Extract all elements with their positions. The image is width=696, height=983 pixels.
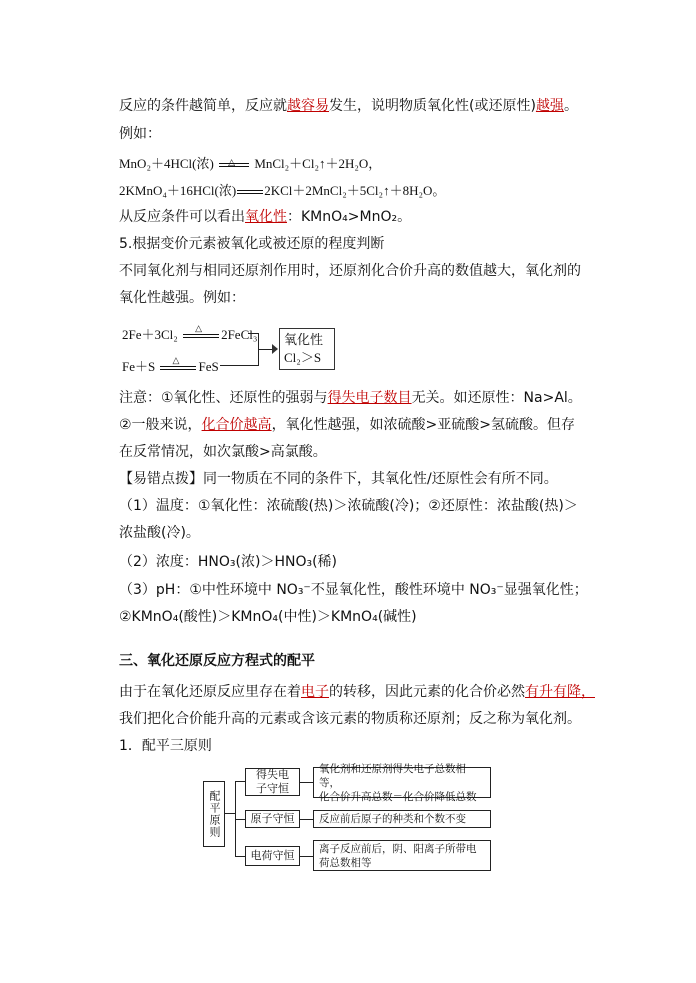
section-title: 三、氧化还原反应方程式的配平 [119,653,315,669]
highlight-text: 得失电子数目 [327,390,412,406]
highlight-text: 越强 [535,98,564,114]
products: FeS [198,359,219,374]
conclusion-box [279,328,335,370]
paragraph-text: 不同氧化剂与相同还原剂作用时，还原剂化合价升高的数值越大，氧化剂的 [119,263,581,279]
principle-electron [245,768,300,796]
heading-5: 5.根据变价元素被氧化或被还原的程度判断 [119,236,385,252]
heating-condition [183,323,219,343]
principle-electron-desc [313,762,491,803]
subheading: 1．配平三原则 [119,738,212,754]
box-line: Cl₂＞S [284,350,322,365]
paragraph-condition [119,96,578,116]
reaction-fe-s [122,356,219,375]
error-tip: 【易错点拨】同一物质在不同的条件下，其氧化性/还原性会有所不同。 [119,471,558,487]
equation-right: 2KCl＋2MnCl₂＋5Cl₂↑＋8H₂O。 [264,183,446,198]
arrow-icon [272,344,278,354]
principle-charge-desc [313,840,491,871]
equation-mno2 [119,154,381,174]
highlight-text: 越容易 [287,98,329,114]
note-1 [119,388,582,408]
text: 注意：①氧化性、还原性的强弱与 [119,390,328,406]
paragraph-text: 氧化性越强。例如： [119,290,245,306]
text: 无关。如还原性：Na>Al。 [411,390,582,406]
reactants: 2Fe＋3Cl₂ [122,327,178,342]
paragraph-text: 我们把化合价能升高的元素或含该元素的物质称还原剂；反之称为氧化剂。 [119,711,581,727]
triangle-icon: △ [195,323,202,334]
text: ，氧化性越强，如浓硫酸>亚硫酸>氢硫酸。但存 [271,417,576,433]
heating-condition [219,158,249,172]
tip-temperature-cont: 浓盐酸(冷)。 [119,525,200,541]
paragraph-conclusion [119,207,411,227]
principle-charge: 电荷守恒 [245,846,300,866]
highlight-text: 化合价越高 [201,417,272,433]
equation-right: MnCl₂＋Cl₂↑＋2H₂O， [254,156,382,171]
equation-kmno4 [119,181,445,201]
highlight-text: 电子 [301,684,329,700]
paragraph-text: 在反常情况，如次氯酸>高氯酸。 [119,444,327,460]
highlight-text: 有升有降， [525,684,595,700]
text: 发生，说明物质氧化性(或还原性) [329,98,536,114]
text: 从反应条件可以看出 [119,209,245,225]
diagram-root: 配平原则 [203,781,225,847]
equation-left: MnO₂＋4HCl(浓) [119,156,214,171]
box-line: 氧化性 [284,332,324,347]
products: 2FeCl₃ [221,327,258,342]
desc-line: 氧化剂和还原剂得失电子总数相等， [319,762,466,789]
text: ②一般来说， [119,417,202,433]
text: ：KMnO₄>MnO₂。 [287,209,412,225]
principle-name: 得失电子守恒 [256,768,289,795]
note-2 [119,415,575,435]
example-label: 例如： [119,126,161,142]
reactants: Fe＋S [122,359,156,374]
principle-atom-desc: 反应前后原子的种类和个数不变 [313,810,491,828]
tip-temperature: （1）温度：①氧化性：浓硫酸(热)＞浓硫酸(冷)；②还原性：浓盐酸(热)＞ [119,498,578,514]
principle-atom: 原子守恒 [245,810,300,828]
desc-line: 化合价升高总数＝化合价降低总数 [319,790,477,803]
equation-left: 2KMnO₄＋16HCl(浓) [119,183,237,198]
heating-condition [160,355,196,375]
reaction-fe-cl2 [122,324,257,343]
desc-line: 离子反应前后，阴、阳离子所带电 [319,842,477,855]
triangle-icon: △ [172,355,180,366]
text: 反应的条件越简单，反应就 [119,98,287,114]
text: 的转移，因此元素的化合价必然 [329,684,525,700]
triangle-icon: △ [228,157,235,168]
desc-line: 荷总数相等 [319,856,372,869]
text: 。 [563,98,578,114]
paragraph-balance [119,682,595,702]
equals-sign [237,190,263,194]
tip-ph: （3）pH：①中性环境中 NO₃⁻不显氧化性，酸性环境中 NO₃⁻显强氧化性； [119,582,588,598]
tip-ph-cont: ②KMnO₄(酸性)＞KMnO₄(中性)＞KMnO₄(碱性) [119,609,417,625]
text: 由于在氧化还原反应里存在着 [119,684,301,700]
highlight-text: 氧化性 [245,209,287,225]
tip-concentration: （2）浓度：HNO₃(浓)＞HNO₃(稀) [119,554,338,570]
